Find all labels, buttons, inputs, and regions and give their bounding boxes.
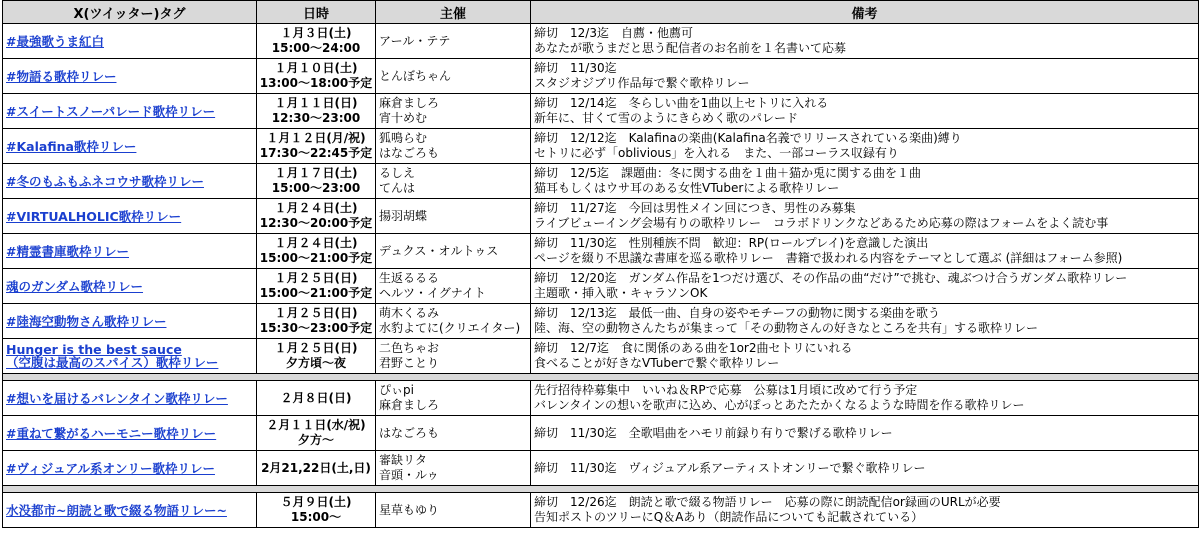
- event-notes: [531, 339, 1199, 374]
- separator-cell: [3, 374, 1199, 381]
- event-organizer-line: 星草もゆり: [379, 502, 440, 517]
- event-organizer-line: 宵十めむ: [379, 111, 428, 125]
- event-date-line: ２月１１日(水/祝): [266, 418, 366, 432]
- event-organizer-line: 生返るるる: [379, 271, 440, 285]
- event-date-line: １月１０日(土): [274, 61, 358, 75]
- event-date-line: 13:00～18:00予定: [259, 76, 373, 90]
- event-date-line: 15:30～23:00予定: [259, 321, 373, 335]
- separator-cell: [3, 486, 1199, 493]
- hashtag-link[interactable]: [3, 199, 257, 234]
- event-organizer-line: アール・テテ: [379, 33, 451, 48]
- event-organizer: [376, 381, 531, 416]
- event-date-line: 12:30～20:00予定: [259, 216, 373, 230]
- event-notes: [531, 493, 1199, 528]
- event-notes-line: 締切 11/30迄: [534, 61, 617, 75]
- event-date-line: 夕方～: [297, 433, 334, 447]
- event-organizer: [376, 304, 531, 339]
- event-notes-line: 締切 12/26迄 朗読と歌で綴る物語リレー 応募の際に朗読配信or録画のURLが必要: [534, 495, 1001, 509]
- event-notes: [531, 94, 1199, 129]
- event-notes-line: 先行招待枠募集中 いいね＆RPで応募 公募は1月頃に改めて行う予定: [534, 383, 918, 397]
- event-organizer-line: デュクス・オルトゥス: [379, 243, 499, 258]
- event-organizer-line: 二色ちゃお: [379, 341, 440, 355]
- event-organizer-line: とんぼちゃん: [379, 68, 452, 83]
- event-organizer: [376, 234, 531, 269]
- event-organizer: [376, 199, 531, 234]
- hashtag-link-line[interactable]: #冬のもふもふネコウサ歌枠リレー: [6, 174, 204, 189]
- hashtag-link-line[interactable]: Hunger is the best sauce: [6, 342, 182, 357]
- hashtag-link[interactable]: [3, 24, 257, 59]
- event-date-line: 2月21,22日(土,日): [261, 460, 371, 475]
- event-notes: [531, 164, 1199, 199]
- hashtag-link[interactable]: [3, 94, 257, 129]
- event-notes-line: 締切 12/7迄 食に関係のある曲を1or2曲セトリにいれる: [534, 341, 853, 355]
- event-notes: [531, 381, 1199, 416]
- hashtag-link[interactable]: [3, 304, 257, 339]
- event-date: [257, 234, 376, 269]
- hashtag-link-line[interactable]: （空腹は最高のスパイス）歌枠リレー: [6, 355, 219, 370]
- event-organizer-line: 麻倉ましろ: [379, 398, 440, 412]
- event-date: [257, 269, 376, 304]
- event-organizer-line: 音頭・ルゥ: [379, 468, 439, 482]
- event-date-line: ２月８日(日): [280, 390, 352, 405]
- event-notes: [531, 416, 1199, 451]
- event-notes-line: 締切 11/30迄 ヴィジュアル系アーティストオンリーで繋ぐ歌枠リレー: [534, 460, 926, 475]
- event-date: [257, 416, 376, 451]
- table-row: [3, 339, 1199, 374]
- event-date-line: １月３日(土): [280, 26, 352, 40]
- hashtag-link-line[interactable]: 水没都市~朗読と歌で綴る物語リレー~: [6, 503, 227, 518]
- table-row: [3, 416, 1199, 451]
- hashtag-link[interactable]: [3, 493, 257, 528]
- event-organizer-line: 水豹よてに(クリエイター): [379, 321, 521, 335]
- header-notes: 備考: [531, 1, 1199, 24]
- event-date-line: １月２４日(土): [274, 201, 358, 215]
- event-date-line: 15:00～21:00予定: [259, 286, 373, 300]
- table-row: [3, 451, 1199, 486]
- event-notes-line: 締切 11/30迄 全歌唱曲をハモリ前録り有りで繋げる歌枠リレー: [534, 425, 893, 440]
- event-notes-line: あなたが歌うまだと思う配信者のお名前を１名書いて応募: [534, 41, 847, 55]
- hashtag-link[interactable]: [3, 234, 257, 269]
- event-notes-line: 告知ポストのツリーにQ＆Aあり（朗読作品についても記載されている）: [534, 510, 924, 524]
- event-date-line: １月１２日(月/祝): [266, 131, 366, 145]
- event-date: [257, 381, 376, 416]
- table-row: [3, 493, 1199, 528]
- event-notes: [531, 269, 1199, 304]
- table-row: [3, 199, 1199, 234]
- hashtag-link-line[interactable]: #想いを届けるバレンタイン歌枠リレー: [6, 391, 228, 406]
- event-notes: [531, 234, 1199, 269]
- hashtag-link[interactable]: [3, 164, 257, 199]
- event-organizer-line: ぴぃpi: [379, 383, 414, 397]
- event-organizer: [376, 416, 531, 451]
- event-date: [257, 493, 376, 528]
- event-notes-line: 締切 12/14迄 冬らしい曲を1曲以上セトリに入れる: [534, 96, 829, 110]
- event-notes-line: 主題歌・挿入歌・キャラソンOK: [534, 286, 708, 300]
- hashtag-link-line[interactable]: #ヴィジュアル系オンリー歌枠リレー: [6, 461, 215, 476]
- event-organizer-line: てんは: [379, 181, 416, 195]
- event-notes: [531, 59, 1199, 94]
- event-date-line: 12:30～23:00: [271, 111, 361, 125]
- event-organizer-line: はなごろも: [379, 146, 440, 160]
- event-organizer-line: 揚羽胡蝶: [379, 208, 428, 223]
- event-notes: [531, 24, 1199, 59]
- event-organizer: [376, 59, 531, 94]
- table-row: [3, 304, 1199, 339]
- event-organizer-line: はなごろも: [379, 425, 440, 440]
- event-organizer: [376, 164, 531, 199]
- event-date: [257, 451, 376, 486]
- event-date: [257, 59, 376, 94]
- table-row: [3, 59, 1199, 94]
- event-organizer-line: 狐鳴らむ: [379, 131, 428, 145]
- event-notes-line: ライブビューイング会場有りの歌枠リレー コラボドリンクなどあるため応募の際はフォームをよく読む事: [534, 216, 1109, 230]
- table-row: [3, 24, 1199, 59]
- event-date-line: 15:00～23:00: [271, 181, 361, 195]
- event-date: [257, 304, 376, 339]
- hashtag-link-line[interactable]: #スイートスノーパレード歌枠リレー: [6, 104, 216, 119]
- event-organizer: [376, 129, 531, 164]
- event-organizer: [376, 339, 531, 374]
- event-date-line: ５月９日(土): [280, 495, 352, 509]
- schedule-body: [3, 24, 1199, 528]
- hashtag-link-line[interactable]: #物語る歌枠リレー: [6, 69, 117, 84]
- event-notes-line: 食べることが好きなVTuberで繋ぐ歌枠リレー: [534, 356, 780, 370]
- header-row: [3, 1, 1199, 24]
- event-organizer: [376, 94, 531, 129]
- hashtag-link[interactable]: [3, 381, 257, 416]
- event-notes-line: バレンタインの想いを歌声に込め、心がぽっとあたたかくなるような時間を作る歌枠リレー: [534, 398, 1025, 412]
- header-organizer: 主催: [376, 1, 531, 24]
- event-organizer-line: 審缺リタ: [379, 453, 428, 467]
- hashtag-link[interactable]: [3, 59, 257, 94]
- event-organizer: [376, 24, 531, 59]
- event-notes-line: 締切 11/27迄 今回は男性メイン回につき、男性のみ募集: [534, 201, 856, 215]
- table-row: [3, 269, 1199, 304]
- event-notes-line: 新年に、甘くて雪のようにきらめく歌のパレード: [534, 111, 799, 125]
- hashtag-link-line[interactable]: #陸海空動物さん歌枠リレー: [6, 314, 167, 329]
- event-organizer: [376, 269, 531, 304]
- event-notes: [531, 451, 1199, 486]
- table-row: [3, 234, 1199, 269]
- event-notes-line: 締切 12/20迄 ガンダム作品を1つだけ選び、その作品の曲“だけ”で挑む、魂ぶつけ合うガンダム歌枠リレー: [534, 271, 1128, 285]
- hashtag-link[interactable]: [3, 269, 257, 304]
- event-date-line: 夕方頃～夜: [285, 356, 346, 370]
- event-organizer-line: るしえ: [379, 166, 416, 180]
- header-tag: X(ツイッター)タグ: [3, 1, 257, 24]
- event-notes-line: 締切 12/13迄 最低一曲、自身の姿やモチーフの動物に関する楽曲を歌う: [534, 306, 940, 320]
- event-date: [257, 129, 376, 164]
- event-notes-line: 猫耳もしくはウサ耳のある女性VTuberによる歌枠リレー: [534, 181, 840, 195]
- event-date-line: 17:30～22:45予定: [259, 146, 373, 160]
- group-separator: [3, 486, 1199, 493]
- hashtag-link-line[interactable]: #精霊書庫歌枠リレー: [6, 244, 129, 259]
- hashtag-link-line[interactable]: #重ねて繋がるハーモニー歌枠リレー: [6, 426, 217, 441]
- header-date: 日時: [257, 1, 376, 24]
- event-organizer: [376, 493, 531, 528]
- event-date: [257, 24, 376, 59]
- table-row: [3, 164, 1199, 199]
- event-date-line: 15:00～: [290, 510, 342, 524]
- event-notes-line: 締切 12/3迄 自薦・他薦可: [534, 26, 693, 40]
- event-date-line: 15:00～21:00予定: [259, 251, 373, 265]
- schedule-table: [2, 0, 1199, 528]
- hashtag-link[interactable]: [3, 451, 257, 486]
- event-notes-line: 締切 12/5迄 課題曲：冬に関する曲を１曲＋猫か兎に関する曲を１曲: [534, 166, 921, 180]
- event-organizer-line: 萌木くるみ: [379, 306, 440, 320]
- event-date-line: １月２５日(日): [274, 341, 358, 355]
- table-row: [3, 129, 1199, 164]
- table-row: [3, 94, 1199, 129]
- event-date-line: 15:00～24:00: [271, 41, 361, 55]
- event-notes: [531, 304, 1199, 339]
- hashtag-link-line[interactable]: #最強歌うま紅白: [6, 34, 104, 49]
- hashtag-link-line[interactable]: #VIRTUALHOLIC歌枠リレー: [6, 209, 182, 224]
- event-organizer-line: 麻倉ましろ: [379, 96, 440, 110]
- event-organizer-line: 君野ことり: [379, 356, 440, 370]
- event-notes-line: ページを綴り不思議な書庫を巡る歌枠リレー 書籍で扱われる内容をテーマとして選ぶ (詳細はフォーム参照): [534, 251, 1123, 265]
- event-date: [257, 199, 376, 234]
- event-notes-line: 締切 11/30迄 性別種族不問 歓迎：RP(ロールプレイ)を意識した演出: [534, 236, 929, 250]
- event-date-line: １月１７日(土): [274, 166, 358, 180]
- event-notes-line: スタジオジブリ作品毎で繋ぐ歌枠リレー: [534, 76, 750, 90]
- hashtag-link[interactable]: [3, 129, 257, 164]
- event-organizer: [376, 451, 531, 486]
- event-date-line: １月２４日(土): [274, 236, 358, 250]
- hashtag-link[interactable]: [3, 416, 257, 451]
- hashtag-link-line[interactable]: #Kalafina歌枠リレー: [6, 139, 137, 154]
- event-notes-line: 陸、海、空の動物さんたちが集まって「その動物さんの好きなところを共有」する歌枠リレー: [534, 321, 1039, 335]
- table-row: [3, 381, 1199, 416]
- event-date-line: １月２５日(日): [274, 306, 358, 320]
- event-organizer-line: ヘルツ・イグナイト: [379, 286, 486, 300]
- event-date-line: １月１１日(日): [274, 96, 358, 110]
- group-separator: [3, 374, 1199, 381]
- event-date: [257, 164, 376, 199]
- hashtag-link-line[interactable]: 魂のガンダム歌枠リレー: [6, 279, 144, 294]
- event-notes-line: 締切 12/12迄 Kalafinaの楽曲(Kalafina名義でリリースされている楽曲)縛り: [534, 131, 962, 145]
- event-date-line: １月２５日(日): [274, 271, 358, 285]
- hashtag-link[interactable]: [3, 339, 257, 374]
- event-notes: [531, 129, 1199, 164]
- event-date: [257, 339, 376, 374]
- event-notes-line: セトリに必ず「oblivious」を入れる また、一部コーラス収録有り: [534, 146, 899, 160]
- event-notes: [531, 199, 1199, 234]
- event-date: [257, 94, 376, 129]
